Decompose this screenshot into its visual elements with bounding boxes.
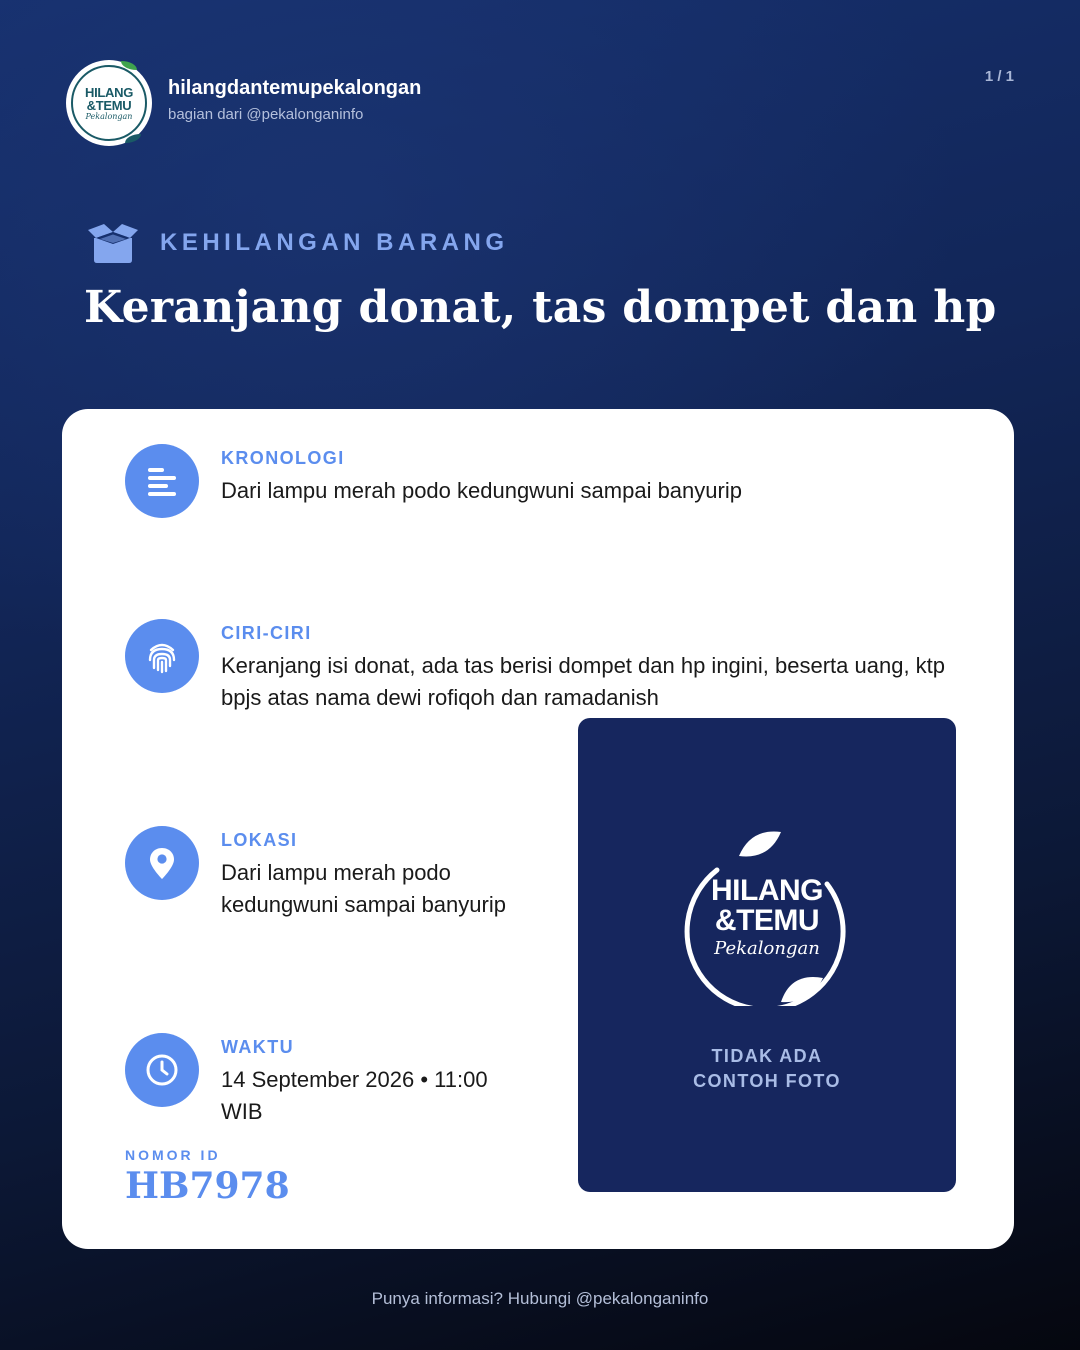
item-value: Keranjang isi donat, ada tas berisi dompet dan hp ingini, beserta uang, ktp bpjs atas nama dewi rofiqoh dan ramadanish: [221, 653, 946, 710]
clock-icon: [144, 1052, 180, 1088]
hilang-temu-logo: [71, 65, 147, 141]
fingerprint-icon: [144, 638, 180, 674]
item-label: LOKASI: [221, 830, 298, 850]
logo-line1: HILANG: [84, 84, 134, 100]
clock-icon-wrap: [125, 1033, 199, 1107]
item-lokasi: [125, 826, 531, 921]
open-box-icon: [86, 222, 140, 264]
header: [66, 60, 421, 146]
id-value: HB7978: [125, 1165, 290, 1207]
text-lines-icon-wrap: [125, 444, 199, 518]
account-name[interactable]: hilangdantemupekalongan: [168, 77, 422, 99]
leaf-icon: [121, 61, 137, 70]
logo-line3: Pekalongan: [85, 111, 133, 121]
item-value: 14 September 2026 • 11:00 WIB: [221, 1067, 488, 1124]
id-block: [125, 1147, 290, 1207]
item-kronologi: [125, 444, 861, 518]
account-subtitle: bagian dari @pekalonganinfo: [168, 106, 364, 123]
item-label: WAKTU: [221, 1037, 294, 1057]
location-pin-icon-wrap: [125, 826, 199, 900]
item-ciri-ciri: [125, 619, 951, 714]
info-card: [62, 409, 1014, 1249]
logo-line3: Pekalongan: [714, 938, 820, 959]
location-pin-icon: [144, 845, 180, 881]
item-label: KRONOLOGI: [221, 448, 345, 468]
fingerprint-icon-wrap: [125, 619, 199, 693]
item-label: CIRI-CIRI: [221, 623, 312, 643]
item-waktu: [125, 1033, 521, 1128]
item-value: Dari lampu merah podo kedungwuni sampai banyurip: [221, 860, 506, 917]
no-photo-caption: TIDAK ADA CONTOH FOTO: [693, 1046, 841, 1091]
id-label: NOMOR ID: [125, 1147, 221, 1163]
logo-line2: &TEMU: [714, 904, 820, 937]
category-label: KEHILANGAN BARANG: [160, 229, 509, 256]
photo-placeholder: [578, 718, 956, 1192]
item-value: Dari lampu merah podo kedungwuni sampai banyurip: [221, 478, 742, 503]
leaf-icon: [125, 134, 141, 143]
account-avatar[interactable]: [66, 60, 152, 146]
category: [86, 222, 509, 264]
hilang-temu-logo: [677, 826, 857, 1006]
logo-line1: HILANG: [711, 874, 823, 907]
text-lines-icon: [144, 463, 180, 499]
page-counter: 1 / 1: [984, 68, 1014, 85]
page-title: Keranjang donat, tas dompet dan hp: [84, 282, 997, 333]
logo-line2: &TEMU: [86, 97, 132, 113]
footer-contact: Punya informasi? Hubungi @pekalonganinfo: [371, 1289, 709, 1308]
